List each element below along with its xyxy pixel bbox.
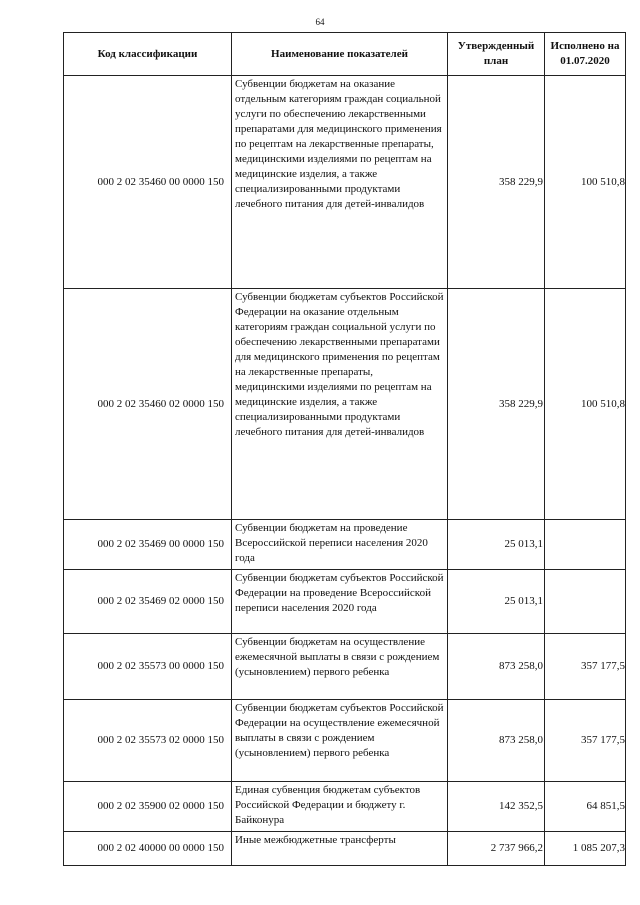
cell-name: Субвенции бюджетам на проведение Всероссийской переписи населения 2020 года	[232, 520, 448, 570]
table-row	[64, 570, 626, 634]
cell-code: 000 2 02 35460 00 0000 150	[64, 76, 232, 289]
table-row	[64, 634, 626, 700]
cell-plan: 142 352,5	[448, 782, 545, 832]
header-done: Исполнено на 01.07.2020	[545, 33, 626, 76]
table-row	[64, 289, 626, 520]
cell-code: 000 2 02 35573 02 0000 150	[64, 700, 232, 782]
cell-code: 000 2 02 35469 02 0000 150	[64, 570, 232, 634]
cell-name: Субвенции бюджетам субъектов Российской Федерации на осуществление ежемесячной выплаты в связи с рождением (усыновлением) первого ребенка	[232, 700, 448, 782]
cell-code: 000 2 02 35460 02 0000 150	[64, 289, 232, 520]
cell-name: Иные межбюджетные трансферты	[232, 832, 448, 866]
cell-done	[545, 520, 626, 570]
table-row	[64, 782, 626, 832]
cell-plan: 873 258,0	[448, 634, 545, 700]
cell-code: 000 2 02 35573 00 0000 150	[64, 634, 232, 700]
table-header-row	[64, 33, 626, 76]
cell-plan: 358 229,9	[448, 76, 545, 289]
cell-plan: 25 013,1	[448, 570, 545, 634]
header-name: Наименование показателей	[232, 33, 448, 76]
cell-plan: 2 737 966,2	[448, 832, 545, 866]
cell-plan: 25 013,1	[448, 520, 545, 570]
cell-code: 000 2 02 35900 02 0000 150	[64, 782, 232, 832]
header-code: Код классификации	[64, 33, 232, 76]
cell-name: Единая субвенция бюджетам субъектов Российской Федерации и бюджету г. Байконура	[232, 782, 448, 832]
cell-name: Субвенции бюджетам субъектов Российской Федерации на оказание отдельным категориям граждан социальной услуги по обеспечению лекарственными препаратами для медицинского применения по рецептам на лекарственные препараты, медицинскими изделиями по рецептам на медицинские изделия, а также специализированными продуктами лечебного питания для детей-инвалидов	[232, 289, 448, 520]
cell-name: Субвенции бюджетам на осуществление ежемесячной выплаты в связи с рождением (усыновлением) первого ребенка	[232, 634, 448, 700]
cell-done: 1 085 207,3	[545, 832, 626, 866]
table-row	[64, 520, 626, 570]
cell-code: 000 2 02 35469 00 0000 150	[64, 520, 232, 570]
cell-name: Субвенции бюджетам субъектов Российской Федерации на проведение Всероссийской переписи населения 2020 года	[232, 570, 448, 634]
cell-plan: 873 258,0	[448, 700, 545, 782]
header-plan: Утвержденный план	[448, 33, 545, 76]
cell-done	[545, 570, 626, 634]
page-number: 64	[315, 17, 325, 27]
table-row	[64, 76, 626, 289]
cell-done: 100 510,8	[545, 289, 626, 520]
cell-plan: 358 229,9	[448, 289, 545, 520]
table-row	[64, 700, 626, 782]
cell-code: 000 2 02 40000 00 0000 150	[64, 832, 232, 866]
cell-done: 64 851,5	[545, 782, 626, 832]
budget-table	[63, 32, 626, 866]
cell-name: Субвенции бюджетам на оказание отдельным категориям граждан социальной услуги по обеспечению лекарственными препаратами для медицинского применения по рецептам на лекарственные препараты, медицинскими изделиями по рецептам на медицинские изделия, а также специализированными продуктами лечебного питания для детей-инвалидов	[232, 76, 448, 289]
cell-done: 100 510,8	[545, 76, 626, 289]
cell-done: 357 177,5	[545, 634, 626, 700]
table-row	[64, 832, 626, 866]
cell-done: 357 177,5	[545, 700, 626, 782]
